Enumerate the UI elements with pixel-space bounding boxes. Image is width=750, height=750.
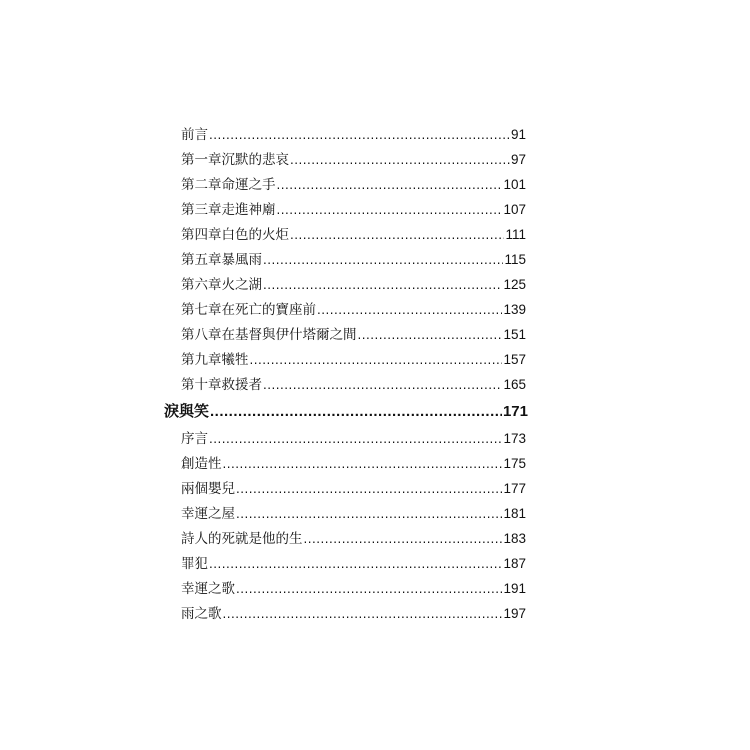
- toc-entry[interactable]: [181, 478, 526, 500]
- page-number: 97: [510, 152, 526, 167]
- page-number: 197: [503, 606, 526, 621]
- entry-title: 前言: [181, 127, 208, 143]
- toc-entry[interactable]: [181, 578, 526, 600]
- page-number: 183: [503, 531, 526, 546]
- toc-entry-chapter-2[interactable]: [181, 174, 526, 196]
- entry-title: 走進神廟: [221, 202, 276, 218]
- page-number: 171: [502, 403, 528, 420]
- dot-leader: [263, 374, 502, 396]
- toc-entry-preface[interactable]: [181, 124, 526, 146]
- entry-title: 罪犯: [181, 556, 208, 572]
- dot-leader: [358, 324, 503, 346]
- dot-leader: [209, 553, 502, 575]
- page-number: 177: [503, 481, 526, 496]
- toc-entry-chapter-5[interactable]: [181, 249, 526, 271]
- page-number: 91: [510, 127, 526, 142]
- entry-title: 幸運之屋: [181, 506, 235, 522]
- page-number: 151: [503, 327, 526, 342]
- dot-leader: [236, 503, 502, 525]
- toc-entry-chapter-8[interactable]: [181, 324, 526, 346]
- toc-entry-chapter-4[interactable]: [181, 224, 526, 246]
- entry-title: 在死亡的寶座前: [221, 302, 316, 318]
- page-number: 191: [503, 581, 526, 596]
- page-number: 187: [503, 556, 526, 571]
- dot-leader: [304, 528, 503, 550]
- entry-title: 暴風雨: [221, 252, 262, 268]
- entry-title: 命運之手: [221, 177, 276, 193]
- toc-entry[interactable]: [181, 428, 526, 450]
- dot-leader: [263, 249, 503, 271]
- entry-title: 兩個嬰兒: [181, 481, 235, 497]
- entry-title: 在基督與伊什塔爾之間: [221, 327, 357, 343]
- page-number: 111: [505, 227, 526, 242]
- toc-section-tears-and-laughter[interactable]: [164, 400, 528, 422]
- toc-entry[interactable]: [181, 453, 526, 475]
- dot-leader: [236, 578, 502, 600]
- section-title: 淚與笑: [164, 402, 210, 420]
- entry-title: 創造性: [181, 456, 222, 472]
- chapter-number: 第九章: [181, 352, 222, 368]
- dot-leader: [277, 199, 503, 221]
- dot-leader: [223, 453, 503, 475]
- toc-entry-chapter-9[interactable]: [181, 349, 526, 371]
- dot-leader: [263, 274, 502, 296]
- page-number: 173: [503, 431, 526, 446]
- chapter-number: 第一章: [181, 152, 222, 168]
- entry-title: 詩人的死就是他的生: [181, 531, 303, 547]
- toc-entry[interactable]: [181, 603, 526, 625]
- entry-title: 沉默的悲哀: [221, 152, 289, 168]
- chapter-number: 第六章: [181, 277, 222, 293]
- toc-entry-chapter-1[interactable]: [181, 149, 526, 171]
- dot-leader: [236, 478, 502, 500]
- chapter-number: 第十章: [181, 377, 222, 393]
- toc-entry[interactable]: [181, 553, 526, 575]
- dot-leader: [317, 299, 502, 321]
- chapter-number: 第三章: [181, 202, 222, 218]
- chapter-number: 第八章: [181, 327, 222, 343]
- page-number: 107: [503, 202, 526, 217]
- dot-leader: [277, 174, 503, 196]
- chapter-number: 第五章: [181, 252, 222, 268]
- page-number: 115: [504, 252, 526, 267]
- toc-entry-chapter-6[interactable]: [181, 274, 526, 296]
- page-number: 157: [503, 352, 526, 367]
- page-number: 181: [503, 506, 526, 521]
- dot-leader: [209, 428, 502, 450]
- chapter-number: 第二章: [181, 177, 222, 193]
- page-number: 175: [503, 456, 526, 471]
- toc-entry[interactable]: [181, 528, 526, 550]
- dot-leader: [209, 124, 510, 146]
- dot-leader: [250, 349, 503, 371]
- dot-leader: [290, 224, 504, 246]
- chapter-number: 第四章: [181, 227, 222, 243]
- entry-title: 序言: [181, 431, 208, 447]
- entry-title: 幸運之歌: [181, 581, 235, 597]
- toc-entry-chapter-7[interactable]: [181, 299, 526, 321]
- page-number: 125: [503, 277, 526, 292]
- page-number: 165: [503, 377, 526, 392]
- entry-title: 犧牲: [221, 352, 249, 368]
- toc-entry-chapter-3[interactable]: [181, 199, 526, 221]
- entry-title: 白色的火炬: [221, 227, 289, 243]
- chapter-number: 第七章: [181, 302, 222, 318]
- toc-entry-chapter-10[interactable]: [181, 374, 526, 396]
- entry-title: 雨之歌: [181, 606, 222, 622]
- entry-title: 救援者: [221, 377, 262, 393]
- page-number: 101: [503, 177, 526, 192]
- page-number: 139: [503, 302, 526, 317]
- dot-leader: [210, 401, 502, 423]
- toc-entry[interactable]: [181, 503, 526, 525]
- dot-leader: [223, 603, 503, 625]
- dot-leader: [290, 149, 510, 171]
- entry-title: 火之湖: [221, 277, 262, 293]
